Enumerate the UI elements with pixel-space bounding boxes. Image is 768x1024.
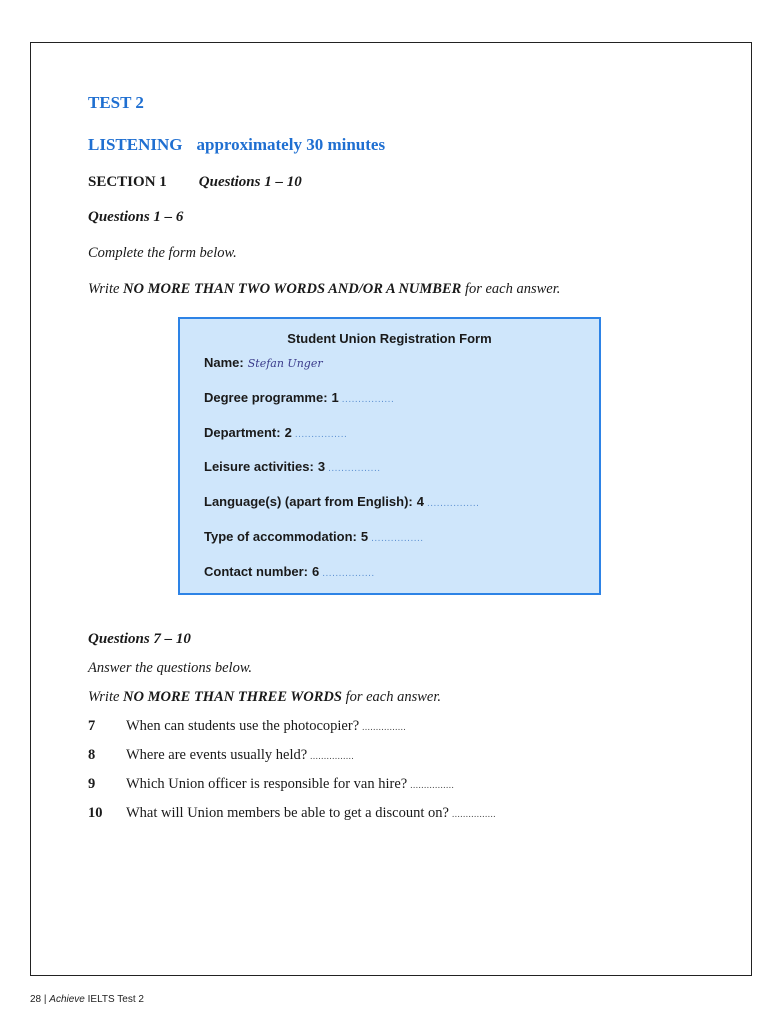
question-number: 7	[88, 718, 96, 734]
listening-duration: approximately 30 minutes	[196, 135, 386, 154]
part1-instr-bold: NO MORE THAN TWO WORDS AND/OR A NUMBER	[123, 281, 462, 297]
field-label: Degree programme:	[204, 390, 328, 405]
part2-instr-bold: NO MORE THAN THREE WORDS	[123, 689, 342, 705]
part2-instr-post: for each answer.	[341, 689, 442, 705]
field-label: Leisure activities:	[204, 459, 314, 474]
answer-blank[interactable]: ................	[362, 722, 407, 732]
part1-instr-post: for each answer.	[461, 281, 561, 297]
section-line	[88, 174, 302, 191]
test-title: TEST 2	[88, 93, 144, 112]
form-field-department	[204, 425, 347, 440]
form-field-degree	[204, 390, 394, 405]
question-text: Which Union officer is responsible for van hire?	[126, 776, 408, 792]
part2-instr-pre: Write	[88, 689, 124, 705]
page-footer	[30, 994, 144, 1005]
name-value: Stefan Unger	[247, 357, 323, 370]
listening-heading	[88, 135, 385, 155]
answer-blank[interactable]: ................	[310, 751, 355, 761]
footer-brand: Achieve	[49, 994, 85, 1005]
field-label: Department:	[204, 425, 281, 440]
questions-7-10-heading: Questions 7 – 10	[88, 631, 191, 647]
field-number: 2	[284, 425, 292, 440]
question-row-9	[88, 776, 454, 793]
name-label: Name:	[204, 355, 244, 370]
question-number: 9	[88, 776, 96, 792]
question-text: When can students use the photocopier?	[126, 718, 360, 734]
part1-instruction-complete: Complete the form below.	[88, 245, 237, 261]
question-number: 8	[88, 747, 96, 763]
field-number: 4	[416, 494, 424, 509]
part2-instruction-word-limit	[88, 689, 441, 706]
answer-blank[interactable]: ................	[451, 809, 496, 819]
footer-title: IELTS Test 2	[87, 994, 144, 1005]
field-label: Language(s) (apart from English):	[204, 494, 413, 509]
registration-form	[178, 317, 601, 595]
field-number: 1	[331, 390, 339, 405]
part1-instr-pre: Write	[88, 281, 124, 297]
page-number: 28	[30, 994, 42, 1005]
answer-blank[interactable]: ................	[294, 429, 348, 440]
answer-blank[interactable]: ................	[410, 780, 455, 790]
form-field-leisure	[204, 459, 381, 474]
answer-blank[interactable]: ................	[371, 533, 424, 544]
listening-label: LISTENING	[88, 135, 183, 154]
form-field-languages	[204, 494, 479, 509]
footer-separator: |	[43, 994, 47, 1005]
part1-instruction-word-limit	[88, 281, 560, 298]
question-row-10	[88, 805, 496, 822]
form-title: Student Union Registration Form	[287, 331, 492, 346]
form-field-contact	[204, 564, 375, 579]
question-row-7	[88, 718, 406, 735]
field-number: 3	[317, 459, 326, 474]
section-questions: Questions 1 – 10	[198, 174, 302, 190]
answer-blank[interactable]: ................	[322, 568, 375, 579]
question-text: Where are events usually held?	[126, 747, 308, 763]
field-label: Contact number:	[204, 564, 308, 579]
field-number: 5	[360, 529, 369, 544]
field-number: 6	[312, 564, 320, 579]
questions-1-6-heading: Questions 1 – 6	[88, 209, 184, 225]
answer-blank[interactable]: ................	[341, 394, 395, 405]
question-number: 10	[88, 805, 103, 821]
question-text: What will Union members be able to get a discount on?	[126, 805, 449, 821]
answer-blank[interactable]: ................	[426, 498, 480, 509]
form-field-name	[204, 355, 323, 370]
field-label: Type of accommodation:	[204, 529, 357, 544]
section-label: SECTION 1	[88, 174, 167, 190]
answer-blank[interactable]: ................	[328, 463, 381, 474]
form-field-accommodation	[204, 529, 424, 544]
question-row-8	[88, 747, 354, 764]
part2-instruction-answer: Answer the questions below.	[88, 660, 253, 676]
